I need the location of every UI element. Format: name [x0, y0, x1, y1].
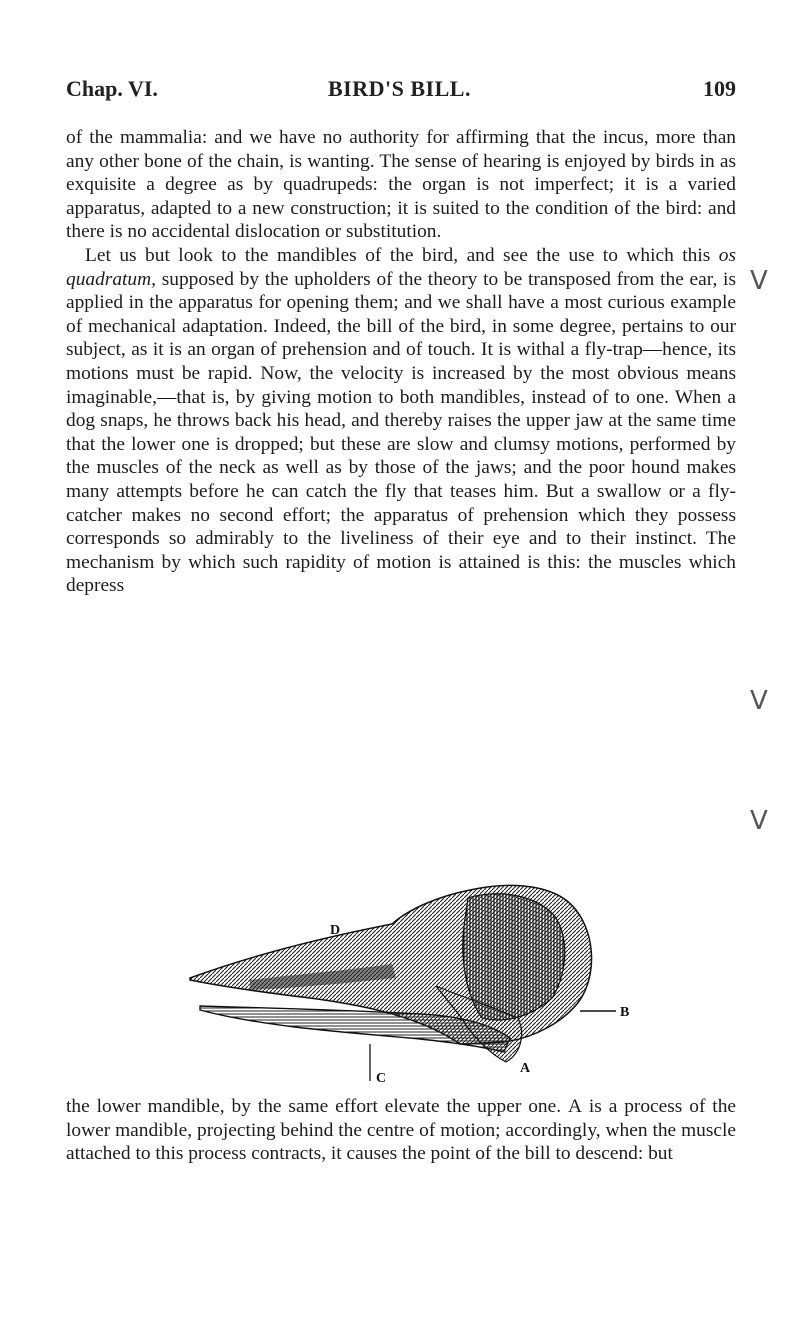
figure-label-b: B	[620, 1005, 630, 1020]
paragraph-2	[66, 244, 736, 598]
paragraph-1: of the mammalia: and we have no authority for affirming that the incus, more than any other bone of the chain, is wanting. The sense of hearing is enjoyed by birds in as exquisite a degree as by quadrupeds: the organ is not imperfect; it is a varied apparatus, adapted to a new construction; it is suited to the condition of the bird: and there is no accidental dislocation or substitution.	[66, 127, 736, 243]
figure-label-d: D	[330, 923, 341, 938]
paragraph-2-start: Let us but look to the mandibles of the bird, and see the use to which this	[85, 244, 719, 266]
running-title: BIRD'S BILL.	[328, 76, 471, 101]
paragraph-2-italic: os quadratum,	[66, 244, 736, 290]
running-header	[66, 76, 736, 108]
margin-check-mark-1: V	[750, 266, 768, 296]
figure-label-c: C	[376, 1071, 387, 1086]
margin-check-mark-3: V	[750, 806, 768, 836]
paragraph-2-rest: supposed by the upholders of the theory to be transposed from the ear, is applied in the apparatus for opening them; and we shall have a most curious example of mechanical adaptation. Indeed, the bill of the bird, in some degree, pertains to our subject, as it is an organ of prehension and of touch. It is withal a fly-trap—hence, its motions must be rapid. Now, the velocity is increased by the most obvious means imaginable,—that is, by giving motion to both mandibles, instead of to one. When a dog snaps, he throws back his head, and thereby raises the upper jaw at the same time that the lower one is dropped; but these are slow and clumsy motions, performed by the muscles of the neck as well as by those of the jaws; and the poor hound makes many attempts before he can catch the fly that teases him. But a swallow or a fly-catcher makes no second effort; the apparatus of prehension which they possess corresponds so admirably to the liveliness of their eye and to their instinct. The mechanism by which such rapidity of motion is attained is this: the muscles which depress	[66, 268, 736, 597]
paragraph-3-rest: is a process of the lower mandible, projecting behind the centre of motion; accordingly, when the muscle attached to this process contracts, it causes the point of the bill to descend: but	[66, 1096, 736, 1165]
chapter-label: Chap. VI.	[66, 76, 158, 101]
page-number: 109	[703, 76, 736, 101]
continuation-text	[66, 1095, 736, 1166]
bird-skull-figure	[160, 866, 660, 1086]
body-text	[66, 126, 736, 598]
paragraph-3-label-a: A	[567, 1096, 582, 1117]
margin-check-mark-2: V	[750, 686, 768, 716]
paragraph-3	[66, 1095, 736, 1166]
figure-label-a: A	[520, 1061, 531, 1076]
paragraph-3-line-1: the lower mandible, by the same effort elevate the upper one.	[66, 1096, 562, 1117]
